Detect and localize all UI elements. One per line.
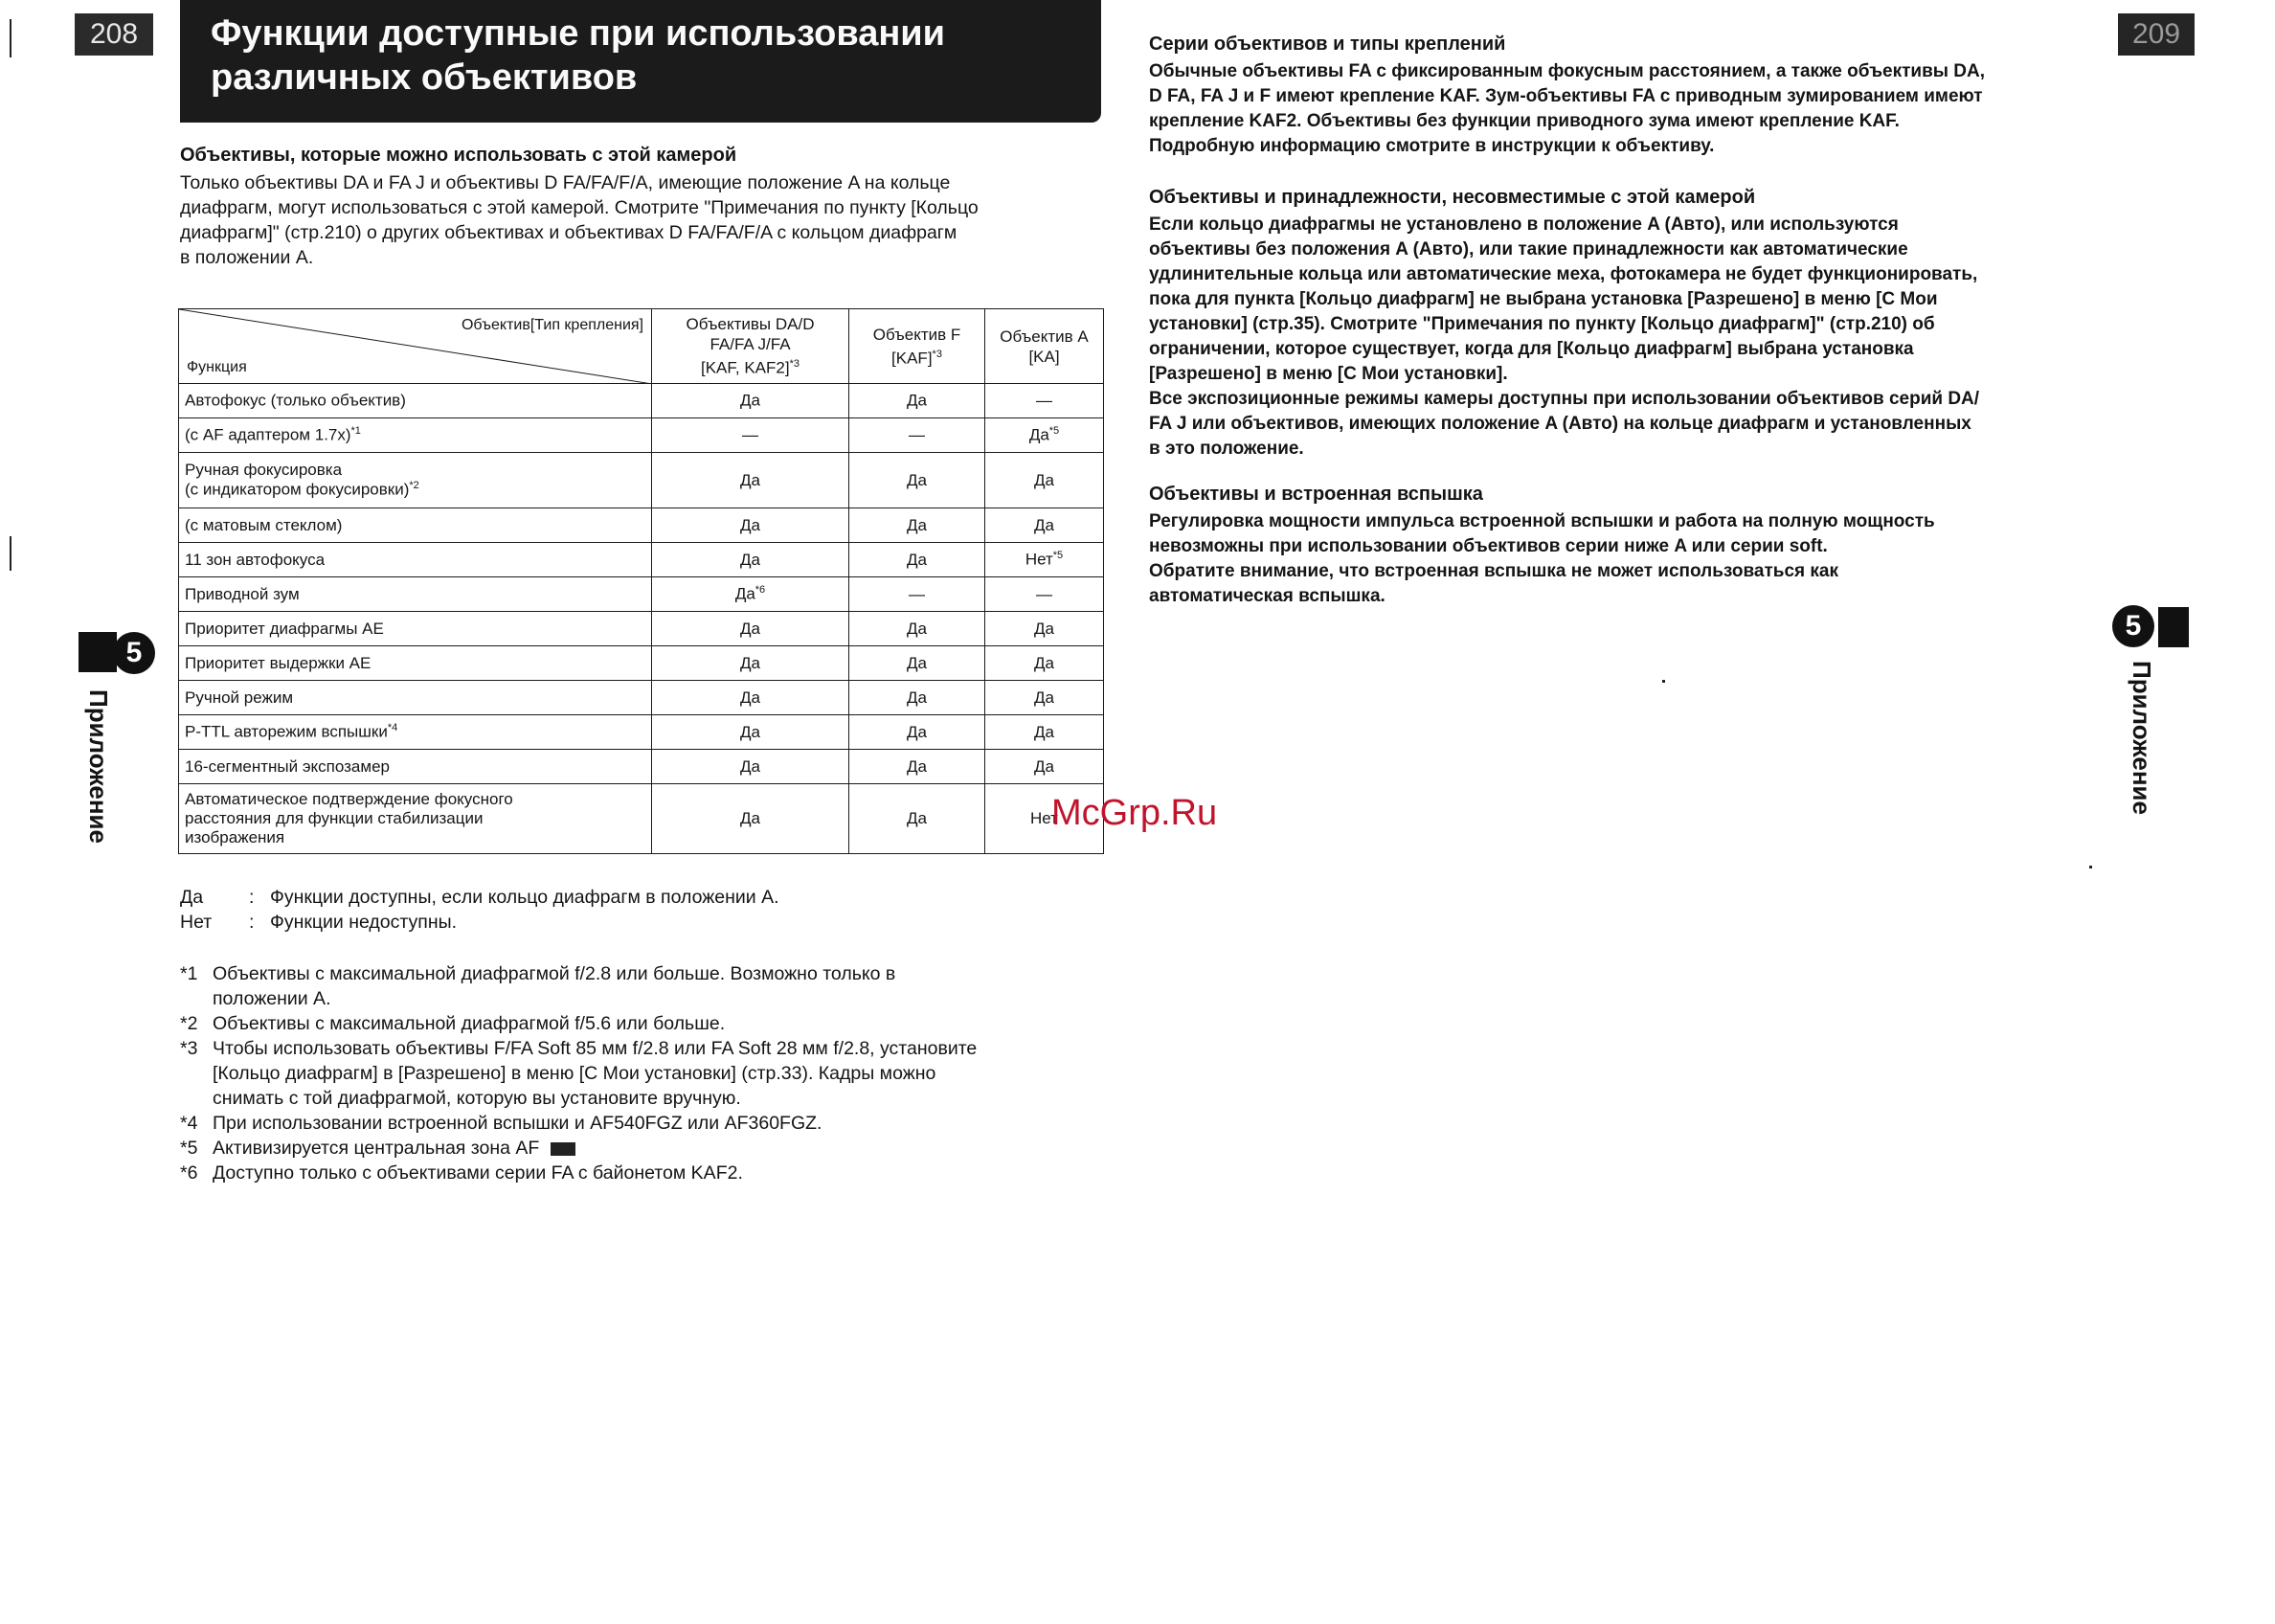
text-line: в положении A. xyxy=(180,247,314,268)
table-row xyxy=(179,508,1104,543)
function-name-line: расстояния для функции стабилизации xyxy=(185,809,484,827)
text-line: диафрагм]" (стр.210) о других объективах и объективах D FA/FA/F/A с кольцом диафрагм xyxy=(180,222,957,243)
cell-value: Да xyxy=(907,722,927,741)
title-line-1: Функции доступные при использовании xyxy=(211,13,945,54)
watermark: McGrp.Ru xyxy=(1051,793,1218,833)
legend-yes xyxy=(180,885,779,910)
table-row xyxy=(179,681,1104,715)
corner-bottom-label: Функция xyxy=(187,359,247,375)
cell-value: Да xyxy=(1034,619,1054,638)
table-corner-cell xyxy=(179,309,652,384)
cell-value: Да xyxy=(1034,653,1054,672)
section-heading-flash: Объективы и встроенная вспышка xyxy=(1149,484,1483,505)
text-line: FA J или объективов, имеющих положение A (Авто) на кольце диафрагм и установленных xyxy=(1149,414,1971,434)
cell-value: Да xyxy=(1034,722,1054,741)
column-header-line: [KAF, KAF2] xyxy=(701,358,790,377)
legend-separator: : xyxy=(249,912,255,933)
cell-value: Да xyxy=(907,809,927,827)
table-header-row xyxy=(179,309,1104,384)
cell-value: Да xyxy=(740,722,760,741)
cell-value: Да xyxy=(740,619,760,638)
column-header-f xyxy=(849,309,985,384)
footnote-ref: *3 xyxy=(932,348,942,360)
function-name-line: (с индикатором фокусировки) xyxy=(185,480,410,499)
column-header-line: Объективы DA/D xyxy=(686,315,815,334)
section-heading-compatible-lenses: Объективы, которые можно использовать с этой камерой xyxy=(180,145,737,166)
function-name: 16-сегментный экспозамер xyxy=(185,756,390,776)
footnote-mark: *6 xyxy=(180,1162,198,1184)
footnote-mark: *2 xyxy=(180,1013,198,1034)
table-row xyxy=(179,543,1104,577)
function-name-line: изображения xyxy=(185,828,285,846)
cell-value: Да xyxy=(740,688,760,707)
cell-value: Да xyxy=(907,619,927,638)
scan-speck xyxy=(10,536,11,571)
cell-value: Да xyxy=(1034,515,1054,534)
footnote-ref: *5 xyxy=(1048,425,1060,438)
footnote-text: Активизируется центральная зона AF xyxy=(213,1138,540,1159)
cell-value: — xyxy=(742,425,758,444)
cell-value: Да xyxy=(740,550,760,569)
legend-key: Нет xyxy=(180,912,213,933)
footnote-text: При использовании встроенной вспышки и AF540FGZ или AF360FGZ. xyxy=(213,1113,822,1134)
footnote-text: Объективы с максимальной диафрагмой f/2.8 или больше. Возможно только в xyxy=(213,963,896,984)
legend-text: Функции доступны, если кольцо диафрагм в положении A. xyxy=(270,887,779,908)
footnote-mark: *5 xyxy=(180,1138,198,1159)
table-row xyxy=(179,612,1104,646)
cell-value: Нет xyxy=(1030,809,1058,827)
column-header-line: Объектив F xyxy=(872,325,961,344)
text-line: Только объективы DA и FA J и объективы D FA/FA/F/A, имеющие положение A на кольце xyxy=(180,172,951,193)
text-line: ограничении, которое существует, когда для [Кольцо диафрагм] выбрана установка xyxy=(1149,339,1914,359)
cell-value: — xyxy=(909,584,925,603)
legend-key: Да xyxy=(180,887,204,908)
column-header-line: Объектив A xyxy=(1000,327,1089,346)
footnote-ref: *5 xyxy=(1052,550,1064,562)
table-row xyxy=(179,453,1104,508)
footnote-text: положении A. xyxy=(213,988,331,1009)
cell-value: Да xyxy=(907,550,927,569)
table-row xyxy=(179,418,1104,453)
text-line: Обычные объективы FA с фиксированным фокусным расстоянием, а также объективы DA, xyxy=(1149,61,1986,81)
table-row xyxy=(179,646,1104,681)
chapter-tab-bar-left xyxy=(79,632,117,672)
scan-speck xyxy=(2089,866,2092,868)
footnote-1 xyxy=(180,961,895,1011)
chapter-label-right: Приложение xyxy=(2128,661,2156,815)
page-number-left: 208 xyxy=(75,13,153,56)
text-line: удлинительные кольца или автоматические меха, фотокамера не будет функционировать, xyxy=(1149,264,1978,284)
footnote-ref: *6 xyxy=(755,584,766,597)
text-line: Подробную информацию смотрите в инструкции к объективу. xyxy=(1149,136,1715,156)
function-name: 11 зон автофокуса xyxy=(185,550,326,569)
text-line: Обратите внимание, что встроенная вспышка не может использоваться как xyxy=(1149,561,1838,581)
footnote-6 xyxy=(180,1161,743,1185)
footnote-3 xyxy=(180,1036,977,1111)
cell-value: Да xyxy=(740,515,760,534)
chapter-number-left: 5 xyxy=(113,632,155,674)
table-row xyxy=(179,715,1104,750)
section-heading-incompatible: Объективы и принадлежности, несовместимые с этой камерой xyxy=(1149,187,1756,208)
text-line: пока для пункта [Кольцо диафрагм] не выбрана установка [Разрешено] в меню [C Мои xyxy=(1149,289,1938,309)
cell-value: Да xyxy=(907,688,927,707)
cell-value: Да xyxy=(1034,470,1054,489)
cell-value: Да xyxy=(1034,756,1054,776)
text-line: D FA, FA J и F имеют крепление KAF. Зум-объективы FA с приводным зумированием имеют xyxy=(1149,86,1983,106)
cell-value: Да xyxy=(740,653,760,672)
footnote-text: Доступно только с объективами серии FA с байонетом KAF2. xyxy=(213,1162,743,1184)
footnote-2 xyxy=(180,1011,725,1036)
legend-no xyxy=(180,910,457,935)
cell-value: Да xyxy=(907,756,927,776)
function-name: Автофокус (только объектив) xyxy=(185,391,406,410)
cell-value: Да xyxy=(907,653,927,672)
footnote-text: [Кольцо диафрагм] в [Разрешено] в меню [C Мои установки] (стр.33). Кадры можно xyxy=(213,1063,936,1084)
cell-value: — xyxy=(909,425,925,444)
legend-separator: : xyxy=(249,887,255,908)
section-body-flash xyxy=(1149,509,1935,609)
footnote-5 xyxy=(180,1136,575,1161)
column-header-da xyxy=(652,309,849,384)
section-body-incompatible xyxy=(1149,213,1979,462)
footnote-text: Чтобы использовать объективы F/FA Soft 85 мм f/2.8 или FA Soft 28 мм f/2.8, установите xyxy=(213,1038,978,1059)
footnote-ref: *1 xyxy=(350,425,361,438)
text-line: установки] (стр.35). Смотрите "Примечания по пункту [Кольцо диафрагм]" (стр.210) об xyxy=(1149,314,1935,334)
function-name: Приводной зум xyxy=(185,584,300,603)
scan-speck xyxy=(1662,680,1665,683)
function-name: P-TTL авторежим вспышки xyxy=(185,722,388,741)
function-name: (с AF адаптером 1.7x) xyxy=(185,425,351,444)
legend-text: Функции недоступны. xyxy=(270,912,458,933)
scan-speck xyxy=(10,19,11,57)
cell-value: Да xyxy=(740,391,760,410)
cell-value: Да xyxy=(907,515,927,534)
text-line: в это положение. xyxy=(1149,439,1304,459)
section-body-lens-series xyxy=(1149,59,1985,159)
function-name: (с матовым стеклом) xyxy=(185,515,343,534)
text-line: невозможны при использовании объективов серии ниже A или серии soft. xyxy=(1149,536,1828,556)
footnote-mark: *3 xyxy=(180,1038,198,1059)
chapter-label-left: Приложение xyxy=(84,689,113,844)
cell-value: Да xyxy=(734,584,755,603)
cell-value: Да xyxy=(1028,425,1049,444)
page-number-right: 209 xyxy=(2118,13,2195,56)
text-line: Все экспозиционные режимы камеры доступны при использовании объективов серий DA/ xyxy=(1149,389,1980,409)
chapter-tab-bar-right xyxy=(2158,607,2189,647)
function-name: Приоритет выдержки AE xyxy=(185,653,372,672)
text-line: Регулировка мощности импульса встроенной вспышки и работа на полную мощность xyxy=(1149,511,1935,531)
footnote-ref: *3 xyxy=(789,358,800,371)
text-line: [Разрешено] в меню [C Мои установки]. xyxy=(1149,364,1508,384)
text-line: диафрагм, могут использоваться с этой камерой. Смотрите "Примечания по пункту [Кольцо xyxy=(180,197,979,218)
column-header-a xyxy=(985,309,1104,384)
text-line: автоматическая вспышка. xyxy=(1149,586,1385,606)
section-heading-lens-series: Серии объективов и типы креплений xyxy=(1149,34,1506,55)
text-line: Если кольцо диафрагмы не установлено в положение A (Авто), или используются xyxy=(1149,214,1899,235)
cell-value: Да xyxy=(907,470,927,489)
cell-value: Да xyxy=(740,470,760,489)
table-row xyxy=(179,750,1104,784)
table-row xyxy=(179,384,1104,418)
function-name: Ручной режим xyxy=(185,688,294,707)
corner-top-label: Объектив[Тип крепления] xyxy=(461,317,643,333)
table-row xyxy=(179,784,1104,854)
cell-value: — xyxy=(1036,391,1052,410)
cell-value: Да xyxy=(1034,688,1054,707)
footnote-text: Объективы с максимальной диафрагмой f/5.6 или больше. xyxy=(213,1013,726,1034)
cell-value: — xyxy=(1036,584,1052,603)
table-row xyxy=(179,577,1104,612)
column-header-line: FA/FA J/FA xyxy=(710,335,791,354)
column-header-line: [KAF] xyxy=(891,349,933,368)
function-name: Приоритет диафрагмы AE xyxy=(185,619,384,638)
footnote-mark: *4 xyxy=(180,1113,198,1134)
cell-value: Нет xyxy=(1025,550,1053,569)
title-line-2: различных объективов xyxy=(211,57,638,98)
column-header-line: [KA] xyxy=(1028,347,1060,366)
af-zone-icon xyxy=(551,1142,575,1156)
chapter-number-right: 5 xyxy=(2112,605,2154,647)
cell-value: Да xyxy=(907,391,927,410)
cell-value: Да xyxy=(740,809,760,827)
function-name: Автоматическое подтверждение фокусного xyxy=(185,790,513,808)
footnote-ref: *2 xyxy=(409,480,419,492)
text-line: крепление KAF2. Объективы без функции приводного зума имеют крепление KAF. xyxy=(1149,111,1900,131)
section-body-compatible-lenses xyxy=(180,170,1099,270)
footnote-4 xyxy=(180,1111,822,1136)
function-name: Ручная фокусировка xyxy=(185,461,343,480)
footnote-ref: *4 xyxy=(387,722,398,734)
cell-value: Да xyxy=(740,756,760,776)
footnote-mark: *1 xyxy=(180,963,198,984)
text-line: объективы без положения A (Авто), или такие принадлежности как автоматические xyxy=(1149,239,1908,259)
footnote-text: снимать с той диафрагмой, которую вы установите вручную. xyxy=(213,1088,741,1109)
page-title xyxy=(180,0,1101,123)
lens-compatibility-table xyxy=(178,308,1104,854)
